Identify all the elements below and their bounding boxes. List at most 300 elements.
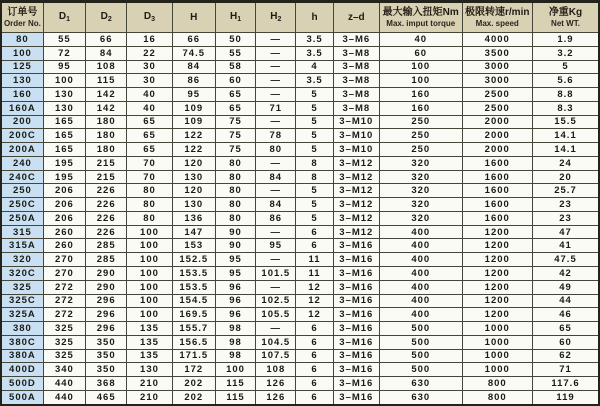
value-cell: 2500 [462, 88, 532, 102]
value-cell: 3–M12 [333, 211, 379, 225]
column-header-3 [127, 2, 172, 33]
order-no-cell: 500D [1, 377, 43, 391]
value-cell: 3–M12 [333, 184, 379, 198]
value-cell: 325 [43, 349, 85, 363]
column-header-en: Order No. [3, 18, 41, 28]
value-cell: 95 [215, 253, 255, 267]
table-body [1, 33, 599, 406]
value-cell: 130 [127, 363, 172, 377]
value-cell: 70 [127, 170, 172, 184]
value-cell: 100 [127, 280, 172, 294]
value-cell: 80 [215, 156, 255, 170]
value-cell: 3–M16 [333, 294, 379, 308]
value-cell: 630 [379, 390, 462, 405]
value-cell: 2000 [462, 115, 532, 129]
column-header-symbol: H [229, 10, 238, 22]
value-cell: 400 [379, 267, 462, 281]
value-cell: 6 [296, 225, 333, 239]
value-cell: 44 [532, 294, 599, 308]
column-header-subscript: 1 [66, 15, 70, 23]
value-cell: 153.5 [172, 267, 215, 281]
value-cell: 47 [532, 225, 599, 239]
value-cell: 3–M12 [333, 198, 379, 212]
value-cell: 165 [43, 129, 85, 143]
header-row [1, 2, 599, 33]
value-cell: 96 [215, 280, 255, 294]
value-cell: 8.8 [532, 88, 599, 102]
value-cell: 3–M16 [333, 377, 379, 391]
value-cell: 400 [379, 225, 462, 239]
column-header-subscript: 2 [107, 15, 112, 23]
value-cell: 96 [215, 308, 255, 322]
value-cell: 3.5 [296, 33, 333, 47]
column-header-7 [296, 2, 333, 33]
value-cell: 290 [86, 280, 127, 294]
value-cell: 147 [172, 225, 215, 239]
value-cell: — [256, 225, 296, 239]
value-cell: 11 [296, 267, 333, 281]
value-cell: 215 [86, 170, 127, 184]
value-cell: 180 [86, 143, 127, 157]
order-no-cell: 380A [1, 349, 43, 363]
value-cell: 1000 [462, 322, 532, 336]
value-cell: 86 [172, 74, 215, 88]
value-cell: 80 [215, 211, 255, 225]
value-cell: 5 [296, 211, 333, 225]
value-cell: 630 [379, 377, 462, 391]
value-cell: 100 [215, 363, 255, 377]
value-cell: 320 [379, 170, 462, 184]
value-cell: 3–M16 [333, 349, 379, 363]
value-cell: 115 [215, 390, 255, 405]
value-cell: 154.5 [172, 294, 215, 308]
value-cell: 500 [379, 335, 462, 349]
value-cell: 126 [256, 377, 296, 391]
value-cell: 60 [532, 335, 599, 349]
value-cell: 5 [296, 143, 333, 157]
column-header-2 [86, 2, 127, 33]
value-cell: 350 [86, 349, 127, 363]
value-cell: 80 [256, 143, 296, 157]
column-header-10 [462, 2, 532, 33]
value-cell: 3.5 [296, 74, 333, 88]
value-cell: 5 [296, 198, 333, 212]
value-cell: 65 [215, 88, 255, 102]
value-cell: — [256, 253, 296, 267]
value-cell: 3–M12 [333, 170, 379, 184]
value-cell: 1000 [462, 349, 532, 363]
table-row [1, 115, 599, 129]
column-header-en: Max. imput torque [386, 18, 456, 28]
value-cell: 74.5 [172, 46, 215, 60]
value-cell: 368 [86, 377, 127, 391]
column-header-0 [1, 2, 43, 33]
value-cell: 24 [532, 156, 599, 170]
value-cell: 130 [172, 170, 215, 184]
value-cell: 320 [379, 211, 462, 225]
column-header-symbol: D [100, 10, 108, 22]
column-header-symbol: H [270, 10, 278, 22]
value-cell: 1000 [462, 335, 532, 349]
value-cell: 325 [43, 322, 85, 336]
value-cell: 296 [86, 322, 127, 336]
value-cell: 296 [86, 294, 127, 308]
value-cell: — [256, 60, 296, 74]
value-cell: 400 [379, 253, 462, 267]
order-no-cell: 325C [1, 294, 43, 308]
value-cell: 1200 [462, 253, 532, 267]
table-row [1, 184, 599, 198]
value-cell: 3–M8 [333, 101, 379, 115]
value-cell: 122 [172, 129, 215, 143]
value-cell: 98 [215, 335, 255, 349]
value-cell: 5 [296, 115, 333, 129]
value-cell: 117.6 [532, 377, 599, 391]
value-cell: 6 [296, 377, 333, 391]
value-cell: 160 [379, 101, 462, 115]
order-no-cell: 500A [1, 390, 43, 405]
value-cell: 320 [379, 156, 462, 170]
column-header-en: Net WT. [551, 18, 580, 28]
value-cell: 3–M16 [333, 308, 379, 322]
value-cell: 226 [86, 211, 127, 225]
value-cell: 1200 [462, 239, 532, 253]
table-row [1, 88, 599, 102]
value-cell: — [256, 322, 296, 336]
value-cell: 71 [256, 101, 296, 115]
value-cell: — [256, 280, 296, 294]
value-cell: 153.5 [172, 280, 215, 294]
order-no-cell: 325A [1, 308, 43, 322]
order-no-cell: 160A [1, 101, 43, 115]
value-cell: 3–M16 [333, 239, 379, 253]
value-cell: 270 [43, 253, 85, 267]
value-cell: 135 [127, 349, 172, 363]
value-cell: 130 [43, 88, 85, 102]
value-cell: 100 [127, 294, 172, 308]
value-cell: 272 [43, 294, 85, 308]
value-cell: 3–M16 [333, 280, 379, 294]
value-cell: 1600 [462, 198, 532, 212]
value-cell: 202 [172, 390, 215, 405]
value-cell: 202 [172, 377, 215, 391]
value-cell: 65 [215, 101, 255, 115]
value-cell: 5 [296, 129, 333, 143]
value-cell: — [256, 156, 296, 170]
value-cell: 75 [215, 143, 255, 157]
value-cell: 3–M12 [333, 156, 379, 170]
table-row [1, 211, 599, 225]
value-cell: 71 [532, 363, 599, 377]
order-no-cell: 320 [1, 253, 43, 267]
value-cell: 65 [127, 129, 172, 143]
value-cell: 3–M8 [333, 88, 379, 102]
value-cell: 400 [379, 308, 462, 322]
table-row [1, 253, 599, 267]
value-cell: 3–M16 [333, 390, 379, 405]
order-no-cell: 240C [1, 170, 43, 184]
value-cell: 135 [127, 335, 172, 349]
value-cell: 320 [379, 198, 462, 212]
value-cell: 135 [127, 322, 172, 336]
value-cell: 25.7 [532, 184, 599, 198]
value-cell: 6 [296, 239, 333, 253]
value-cell: 500 [379, 322, 462, 336]
value-cell: 3–M16 [333, 253, 379, 267]
value-cell: 350 [86, 335, 127, 349]
value-cell: 2000 [462, 143, 532, 157]
table-row [1, 225, 599, 239]
value-cell: 3–M16 [333, 363, 379, 377]
value-cell: 800 [462, 390, 532, 405]
value-cell: — [256, 74, 296, 88]
value-cell: 195 [43, 156, 85, 170]
column-header-zh: 最大输入扭矩Nm [382, 7, 459, 19]
value-cell: 90 [215, 225, 255, 239]
value-cell: 120 [172, 156, 215, 170]
value-cell: 5.6 [532, 74, 599, 88]
value-cell: 165 [43, 143, 85, 157]
value-cell: 3000 [462, 60, 532, 74]
column-header-9 [379, 2, 462, 33]
column-header-4 [172, 2, 215, 33]
value-cell: 285 [86, 239, 127, 253]
value-cell: 206 [43, 184, 85, 198]
table-row [1, 377, 599, 391]
value-cell: 8.3 [532, 101, 599, 115]
table-row [1, 294, 599, 308]
value-cell: 95 [172, 88, 215, 102]
value-cell: — [256, 33, 296, 47]
column-header-symbol: D [143, 10, 152, 22]
value-cell: 1200 [462, 308, 532, 322]
value-cell: 2000 [462, 129, 532, 143]
value-cell: 40 [127, 88, 172, 102]
value-cell: 14.1 [532, 129, 599, 143]
value-cell: 30 [127, 74, 172, 88]
value-cell: 172 [172, 363, 215, 377]
table-row [1, 349, 599, 363]
value-cell: 3–M16 [333, 335, 379, 349]
value-cell: 500 [379, 349, 462, 363]
value-cell: 98 [215, 322, 255, 336]
order-no-cell: 130 [1, 74, 43, 88]
order-no-cell: 250A [1, 211, 43, 225]
order-no-cell: 240 [1, 156, 43, 170]
value-cell: 70 [127, 156, 172, 170]
value-cell: 8 [296, 156, 333, 170]
value-cell: 95 [215, 267, 255, 281]
value-cell: 120 [172, 184, 215, 198]
value-cell: 6 [296, 390, 333, 405]
value-cell: 122 [172, 143, 215, 157]
value-cell: 11 [296, 253, 333, 267]
value-cell: 250 [379, 115, 462, 129]
value-cell: 1600 [462, 184, 532, 198]
value-cell: 1000 [462, 363, 532, 377]
value-cell: 136 [172, 211, 215, 225]
value-cell: 260 [43, 239, 85, 253]
column-header-zh: 极限转速r/min [465, 7, 530, 19]
value-cell: 62 [532, 349, 599, 363]
order-no-cell: 325 [1, 280, 43, 294]
value-cell: 250 [379, 143, 462, 157]
value-cell: 115 [86, 74, 127, 88]
order-no-cell: 315 [1, 225, 43, 239]
value-cell: 95 [256, 239, 296, 253]
value-cell: 180 [86, 129, 127, 143]
value-cell: 400 [379, 294, 462, 308]
value-cell: 100 [127, 225, 172, 239]
value-cell: 102.5 [256, 294, 296, 308]
value-cell: 84 [86, 46, 127, 60]
value-cell: 1200 [462, 280, 532, 294]
value-cell: 66 [172, 33, 215, 47]
value-cell: 400 [379, 239, 462, 253]
value-cell: 1200 [462, 225, 532, 239]
value-cell: 47.5 [532, 253, 599, 267]
table-row [1, 129, 599, 143]
column-header-5 [215, 2, 255, 33]
value-cell: 65 [127, 143, 172, 157]
value-cell: 800 [462, 377, 532, 391]
value-cell: 80 [215, 184, 255, 198]
value-cell: 180 [86, 115, 127, 129]
value-cell: 65 [127, 115, 172, 129]
value-cell: 206 [43, 198, 85, 212]
order-no-cell: 320C [1, 267, 43, 281]
value-cell: 350 [86, 363, 127, 377]
value-cell: 90 [215, 239, 255, 253]
order-no-cell: 250 [1, 184, 43, 198]
value-cell: 226 [86, 198, 127, 212]
value-cell: 165 [43, 115, 85, 129]
value-cell: 130 [43, 101, 85, 115]
value-cell: 5 [296, 184, 333, 198]
table-header [1, 2, 599, 33]
table-row [1, 101, 599, 115]
value-cell: 3–M16 [333, 267, 379, 281]
value-cell: 60 [215, 74, 255, 88]
value-cell: 55 [43, 33, 85, 47]
value-cell: 325 [43, 335, 85, 349]
value-cell: 41 [532, 239, 599, 253]
value-cell: 250 [379, 129, 462, 143]
value-cell: — [256, 115, 296, 129]
value-cell: 3–M8 [333, 46, 379, 60]
value-cell: 84 [256, 170, 296, 184]
value-cell: 440 [43, 377, 85, 391]
column-header-en: Max. speed [475, 18, 519, 28]
table-row [1, 198, 599, 212]
value-cell: 320 [379, 184, 462, 198]
value-cell: 400 [379, 280, 462, 294]
value-cell: 195 [43, 170, 85, 184]
value-cell: 100 [127, 267, 172, 281]
value-cell: 40 [379, 33, 462, 47]
value-cell: 2500 [462, 101, 532, 115]
value-cell: 6 [296, 363, 333, 377]
value-cell: 169.5 [172, 308, 215, 322]
value-cell: 80 [127, 184, 172, 198]
table-row [1, 322, 599, 336]
value-cell: 23 [532, 198, 599, 212]
value-cell: 5 [532, 60, 599, 74]
value-cell: 3000 [462, 74, 532, 88]
value-cell: 65 [532, 322, 599, 336]
value-cell: 3.2 [532, 46, 599, 60]
value-cell: 6 [296, 349, 333, 363]
order-no-cell: 250C [1, 198, 43, 212]
value-cell: 12 [296, 308, 333, 322]
value-cell: 226 [86, 184, 127, 198]
value-cell: 22 [127, 46, 172, 60]
table-row [1, 33, 599, 47]
value-cell: 105.5 [256, 308, 296, 322]
value-cell: 75 [215, 115, 255, 129]
table-row [1, 170, 599, 184]
value-cell: 80 [127, 211, 172, 225]
value-cell: 84 [172, 60, 215, 74]
table-row [1, 46, 599, 60]
table-row [1, 60, 599, 74]
column-header-zh: 净重Kg [548, 7, 583, 19]
value-cell: 100 [127, 239, 172, 253]
column-header-subscript: 3 [151, 15, 156, 23]
value-cell: 1600 [462, 211, 532, 225]
value-cell: 12 [296, 294, 333, 308]
value-cell: 226 [86, 225, 127, 239]
value-cell: 465 [86, 390, 127, 405]
value-cell: 3.5 [296, 46, 333, 60]
value-cell: 58 [215, 60, 255, 74]
value-cell: 260 [43, 225, 85, 239]
value-cell: 210 [127, 377, 172, 391]
column-header-symbol: h [311, 11, 318, 23]
column-header-symbol: z–d [347, 11, 365, 23]
value-cell: 15.5 [532, 115, 599, 129]
value-cell: 100 [379, 74, 462, 88]
value-cell: 160 [379, 88, 462, 102]
value-cell: 1600 [462, 156, 532, 170]
value-cell: 3500 [462, 46, 532, 60]
order-no-cell: 125 [1, 60, 43, 74]
value-cell: 109 [172, 115, 215, 129]
value-cell: 104.5 [256, 335, 296, 349]
value-cell: 3–M8 [333, 74, 379, 88]
value-cell: 40 [127, 101, 172, 115]
value-cell: 50 [215, 33, 255, 47]
value-cell: 3–M6 [333, 33, 379, 47]
value-cell: 1200 [462, 267, 532, 281]
value-cell: 1600 [462, 170, 532, 184]
value-cell: 42 [532, 267, 599, 281]
value-cell: 107.5 [256, 349, 296, 363]
order-no-cell: 80 [1, 33, 43, 47]
column-header-symbol: H [190, 11, 198, 23]
value-cell: 86 [256, 211, 296, 225]
value-cell: 3–M10 [333, 143, 379, 157]
value-cell: 108 [256, 363, 296, 377]
value-cell: 96 [215, 294, 255, 308]
value-cell: 3–M16 [333, 322, 379, 336]
value-cell: 126 [256, 390, 296, 405]
value-cell: 16 [127, 33, 172, 47]
table-row [1, 143, 599, 157]
value-cell: 108 [86, 60, 127, 74]
value-cell: 206 [43, 211, 85, 225]
value-cell: 1200 [462, 294, 532, 308]
